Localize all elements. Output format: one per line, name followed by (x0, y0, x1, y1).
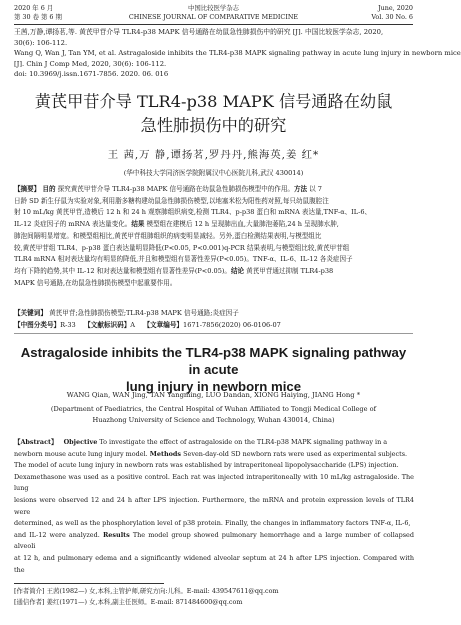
affiliation-cn: (华中科技大学同济医学院附属汉中心医院儿科,武汉 430014) (123, 169, 304, 177)
abstract-cn-line-1: 【摘要】 目的 探究黄芪甲苷介导 TLR4-p38 MAPK 信号通路在幼鼠急性肺损伤模型中的作用。方法 以 7 (14, 185, 322, 193)
citation-block (14, 27, 461, 80)
clc-label: 【中图分类号】 (14, 321, 61, 329)
abstract-en-line-4: Dexamethasone was used as a positive control. Each rat was injected intraperitoneally with 10 mL/kg astragaloside. The lung (14, 472, 414, 493)
title-cn-line-2: 急性肺损伤中的研究 (140, 116, 287, 135)
citation-cn-line-2: 30(6): 106-112. (14, 38, 68, 47)
journal-name-en: CHINESE JOURNAL OF COMPARATIVE MEDICINE (128, 13, 299, 21)
corresponding-author-footnote: [通信作者] 姜红(1971—) 女,本科,副主任医师。E-mail: 871484600@qq.com (14, 597, 243, 606)
abstract-cn (14, 184, 414, 289)
article-id-label: 【文章编号】 (143, 321, 184, 329)
citation-en-line-1: Wang Q, Wan J, Tan YM, et al. Astragaloside inhibits the TLR4-p38 MAPK signaling pathway in acute lung injury in newborn mice (14, 49, 461, 58)
results-label-en: Results (102, 530, 130, 539)
abstract-label-cn: 【摘要】 目的 (14, 185, 56, 193)
header-volume-en: Vol. 30 No. 6 (371, 13, 413, 21)
authors-cn: 王 茜,万 静,谭扬茗,罗丹丹,熊海英,姜 红* (107, 149, 320, 161)
abstract-en (14, 437, 414, 576)
article-title-cn (30, 90, 397, 138)
doc-code-value: A (130, 321, 136, 329)
abstract-en-line-6: determined, as well as the phosphorylation level of p38 protein. Finally, the changes in inflammatory factors TNF-α, IL-6, (14, 519, 411, 528)
authors-en: WANG Qian, WAN Jing, TAN Yangming, LUO Dandan, XIONG Haiying, JIANG Hong * (66, 391, 361, 399)
footnotes (14, 586, 414, 607)
abstract-cn-line-9: MAPK 信号通路,在幼鼠急性肺损伤模型中起重要作用。 (14, 278, 177, 287)
keywords-cn (14, 308, 414, 320)
clc-value: R-33 (60, 321, 76, 329)
results-label-cn: 结果 (131, 220, 145, 229)
title-en-line-2: lung injury in newborn mice (125, 379, 302, 394)
citation-en-line-2: [J]. Chin J Comp Med, 2020, 30(6): 106-112. (14, 59, 167, 68)
running-header (14, 4, 413, 26)
citation-cn-line-1: 王茜,万静,谭扬茗,等. 黄芪甲苷介导 TLR4-p38 MAPK 信号通路在幼鼠急性肺损伤中的研究 [J]. 中国比较医学杂志, 2020, (14, 28, 384, 36)
title-en-line-1: Astragaloside inhibits the TLR4-p38 MAPK signaling pathway in acute (20, 345, 407, 377)
article-id-value: 1671-7856(2020) 06-0106-07 (183, 321, 281, 329)
doi: doi: 10.3969/j.issn.1671-7856. 2020. 06. 016 (14, 70, 169, 79)
header-right (371, 4, 413, 22)
conclusion-label-cn: 结论 (230, 266, 245, 275)
author-bio-footnote: [作者简介] 王茜(1982—) 女,本科,主管护师,研究方向:儿科。E-mail: 439547611@qq.com (14, 587, 279, 595)
abstract-en-line-8: at 12 h, and pulmonary edema and a significantly widened alveolar septum at 24 h after LPS injection. Compared with the (14, 553, 414, 574)
abstract-en-line-5: lesions were observed 12 and 24 h after LPS injection. Furthermore, the mRNA and protein expression levels of TLR4 were (14, 495, 414, 516)
header-divider (14, 24, 413, 25)
header-date-cn: 2020 年 6 月 (14, 4, 54, 12)
abstract-cn-line-4: IL-12 炎症因子的 mRNA 表达量变化。结果 模型组在建模后 12 h 呈现肺出血,大量肺泡萎陷,24 h 呈现肺水肿, (14, 220, 339, 229)
header-volume-cn: 第 30 卷 第 6 期 (14, 13, 62, 21)
methods-label-cn: 方法 (293, 185, 308, 193)
affiliation-en (0, 404, 427, 425)
abstract-cn-line-7: TLR4 mRNA 相对表达量均有明显的降低,并且和模型组有显著性差异(P<0.05)。TNF-α、IL-6、IL-12 各炎症因子 (14, 255, 353, 264)
abstract-en-line-2: newborn mouse acute lung injury model. Methods Seven-day-old SD newborn rats were used as experimental subjects. (14, 449, 408, 458)
title-cn-line-1: 黄芪甲苷介导 TLR4-p38 MAPK 信号通路在幼鼠 (34, 92, 393, 111)
objective-label-en: Objective (63, 438, 98, 446)
affiliation-en-line-1: (Department of Paediatrics, the Central Hospital of Wuhan Affiliated to Tongji Medical College of (50, 405, 377, 413)
doc-code-label: 【文献标识码】 (84, 321, 131, 329)
footnote-divider (14, 583, 164, 584)
header-center (14, 4, 413, 22)
abstract-cn-line-2: 日龄 SD 新生仔鼠为实验对象,利用脂多糖构建幼鼠急性肺损伤模型,以地塞米松为阳性药对照,每只幼鼠腹腔注 (14, 196, 329, 205)
header-date-en: June, 2020 (378, 4, 413, 12)
abstract-cn-line-3: 射 10 mL/kg 黄芪甲苷,造模后 12 h 和 24 h 观察肺组织病变,检测 TLR4、p-p38 蛋白和 mRNA 表达量,TNF-α、IL-6、 (14, 208, 372, 217)
section-divider (14, 333, 413, 334)
abstract-cn-line-8: 均有下降的趋势,其中 IL-12 和对表达量和模型组有显著性差异(P<0.05)。结论 黄芪甲苷通过抑制 TLR4-p38 (14, 266, 334, 275)
classification-line (14, 320, 414, 331)
article-title-en (20, 344, 407, 395)
keywords-text-cn: 黄芪甲苷;急性肺损伤模型;TLR4-p38 MAPK 信号通路;炎症因子 (46, 309, 239, 317)
abstract-cn-line-5: 肺泡间隔明显增宽。和模型组相比,黄芪甲苷组肺组织的病变明显减轻。另外,蛋白检测结果表明,与模型组比 (14, 231, 322, 240)
affiliation-en-line-2: Huazhong University of Science and Technology, Wuhan 430014, China) (92, 415, 335, 424)
abstract-en-line-1: 【Abstract】 Objective To investigate the effect of astragaloside on the TLR4-p38 MAPK signaling pathway in a (14, 438, 388, 446)
keywords-label-cn: 【关键词】 (14, 309, 47, 317)
abstract-label-en: 【Abstract】 (14, 438, 58, 446)
abstract-en-line-3: The model of acute lung injury in newborn rats was established by intraperitoneal lipopolysaccharide (LPS) injection. (14, 461, 399, 470)
abstract-en-line-7: and IL-12 were analyzed. Results The model group showed pulmonary hemorrhage and a large number of collapsed alveoli (14, 530, 414, 551)
journal-name-cn: 中国比较医学杂志 (187, 4, 240, 12)
methods-label-en: Methods (149, 449, 182, 458)
abstract-cn-line-6: 较,黄芪甲苷组 TLR4、p-p38 蛋白表达量明显降低(P<0.05, P<0.001)q-PCR 结果表明,与模型组比较,黄芪甲苷组 (14, 243, 350, 252)
